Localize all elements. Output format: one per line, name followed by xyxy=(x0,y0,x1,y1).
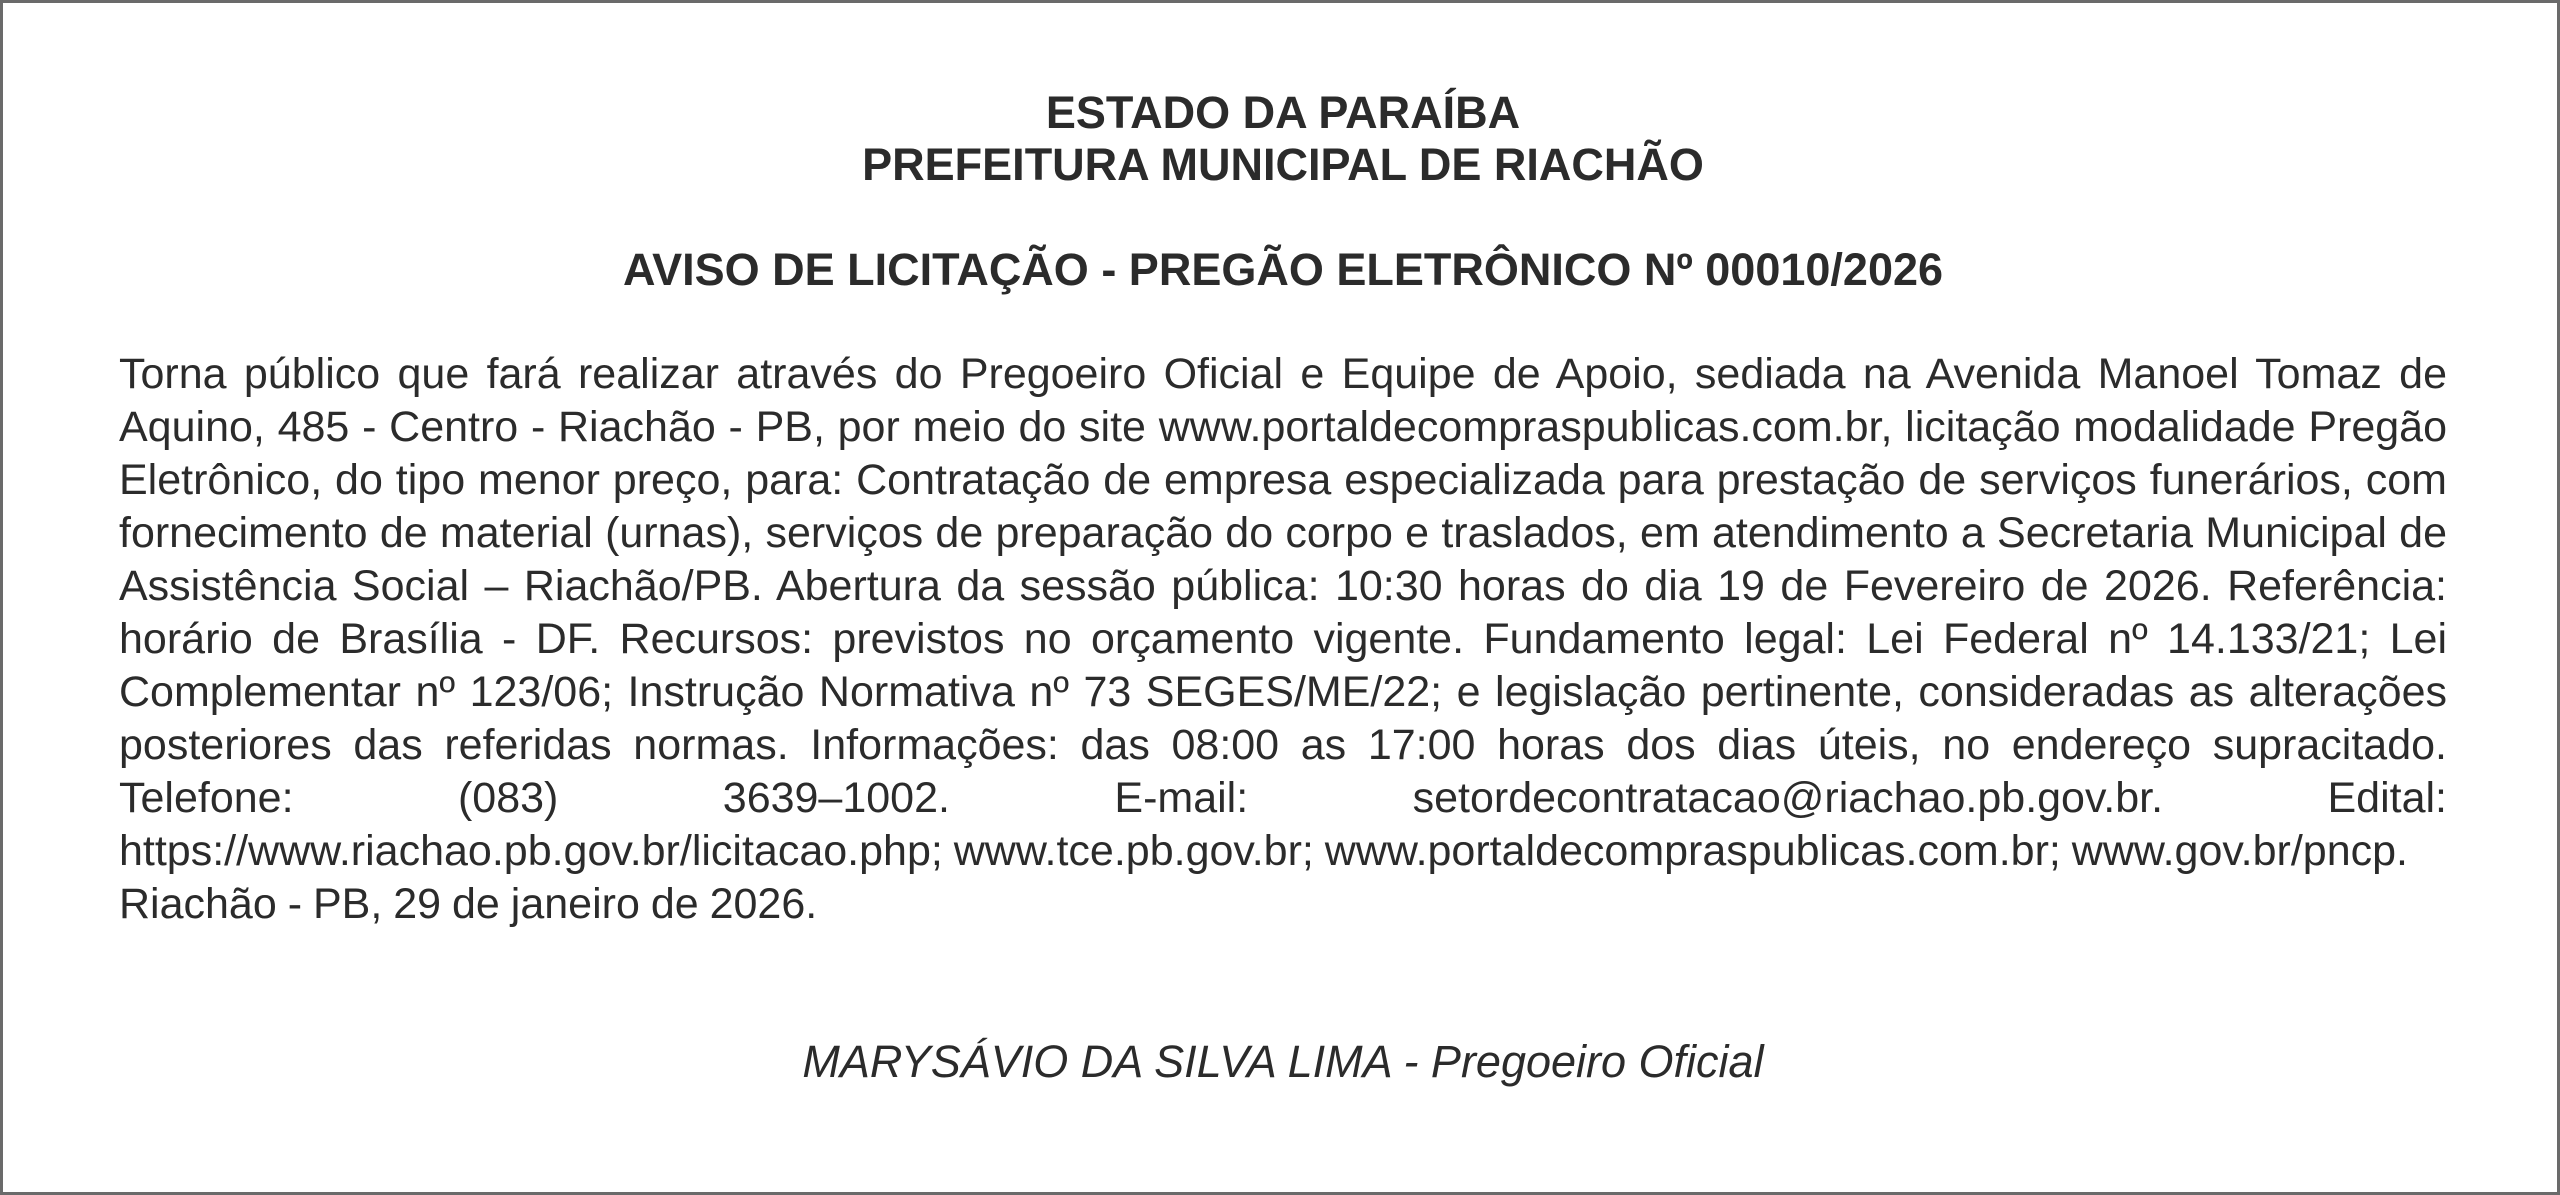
notice-paragraph: Torna público que fará realizar através do Pregoeiro Oficial e Equipe de Apoio, sediada na Avenida Manoel Tomaz de Aquino, 485 - Centro - Riachão - PB, por meio do site www.portaldecompraspublicas.com.br, licitação modalidade Pregão Eletrônico, do tipo menor preço, para: Contratação de empresa especializada para prestação de serviços funerários, com fornecimento de material (urnas), serviços de preparação do corpo e traslados, em atendimento a Secretaria Municipal de Assistência Social – Riachão/PB. Abertura da sessão pública: 10:30 horas do dia 19 de Fevereiro de 2026. Referência: horário de Brasília - DF. Recursos: previstos no orçamento vigente. Fundamento legal: Lei Federal nº 14.133/21; Lei Complementar nº 123/06; Instrução Normativa nº 73 SEGES/ME/22; e legislação pertinente, consideradas as alterações posteriores das referidas normas. Informações: das 08:00 as 17:00 horas dos dias úteis, no endereço supracitado. Telefone: (083) 3639–1002. E-mail: setordecontratacao@riachao.pb.gov.br. Edital: https://www.riachao.pb.gov.br/licitacao.php; www.tce.pb.gov.br; www.portaldecompraspublicas.com.br; www.gov.br/pncp. xyxy=(119,350,2447,875)
prefecture-heading: PREFEITURA MUNICIPAL DE RIACHÃO xyxy=(862,139,1704,190)
place-date: Riachão - PB, 29 de janeiro de 2026. xyxy=(119,880,818,928)
state-heading: ESTADO DA PARAÍBA xyxy=(1045,87,1521,138)
signature: MARYSÁVIO DA SILVA LIMA - Pregoeiro Oficial xyxy=(802,1036,1764,1087)
notice-body xyxy=(119,348,2447,931)
notice-title: AVISO DE LICITAÇÃO - PREGÃO ELETRÔNICO Nº 00010/2026 xyxy=(622,244,1944,295)
